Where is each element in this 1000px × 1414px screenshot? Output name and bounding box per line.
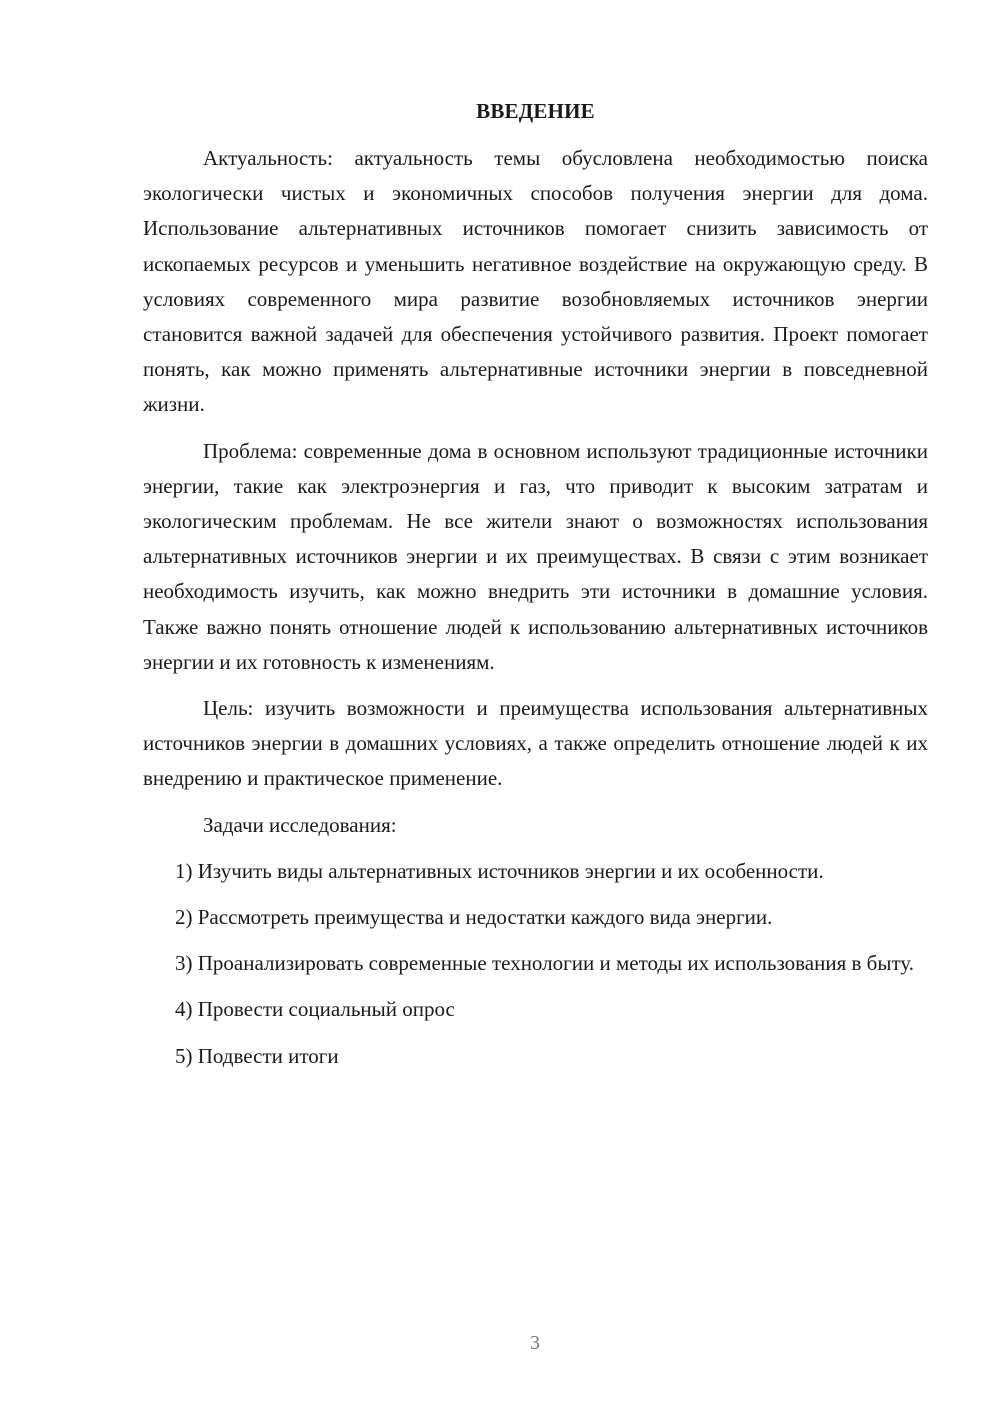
task-item-4: 4) Провести социальный опрос: [175, 997, 455, 1022]
task-item-2: 2) Рассмотреть преимущества и недостатки каждого вида энергии.: [175, 905, 773, 930]
paragraph-goal: Цель: изучить возможности и преимущества использования альтернативных источников энергии в домашних условиях, а также определить отношение людей к их внедрению и практическое применение.: [143, 696, 928, 791]
task-item-5: 5) Подвести итоги: [175, 1043, 339, 1068]
paragraph-relevance: Актуальность: актуальность темы обусловлена необходимостью поиска экологически чистых и экономичных способов получения энергии для дома. Использование альтернативных источников помогает снизить зависимость от ископаемых ресурсов и уменьшить негативное воздействие на окружающую среду. В условиях современного мира развитие возобновляемых источников энергии становится важной задачей для обеспечения устойчивого развития. Проект помогает понять, как можно применять альтернативные источники энергии в повседневной жизни.: [143, 146, 928, 417]
page-title: ВВЕДЕНИЕ: [476, 99, 595, 123]
document-page: [143, 94, 928, 1085]
paragraph-tasks-heading: Задачи исследования:: [203, 812, 397, 837]
task-item-3: 3) Проанализировать современные технологии и методы их использования в быту.: [175, 951, 914, 976]
page-number: 3: [530, 1332, 540, 1354]
task-item-1: 1) Изучить виды альтернативных источников энергии и их особенности.: [175, 858, 824, 883]
paragraph-problem: Проблема: современные дома в основном используют традиционные источники энергии, такие как электроэнергия и газ, что приводит к высоким затратам и экологическим проблемам. Не все жители знают о возможностях использования альтернативных источников энергии и их преимуществах. В связи с этим возникает необходимость изучить, как можно внедрить эти источники в домашние условия. Также важно понять отношение людей к использованию альтернативных источников энергии и их готовность к изменениям.: [143, 438, 928, 674]
